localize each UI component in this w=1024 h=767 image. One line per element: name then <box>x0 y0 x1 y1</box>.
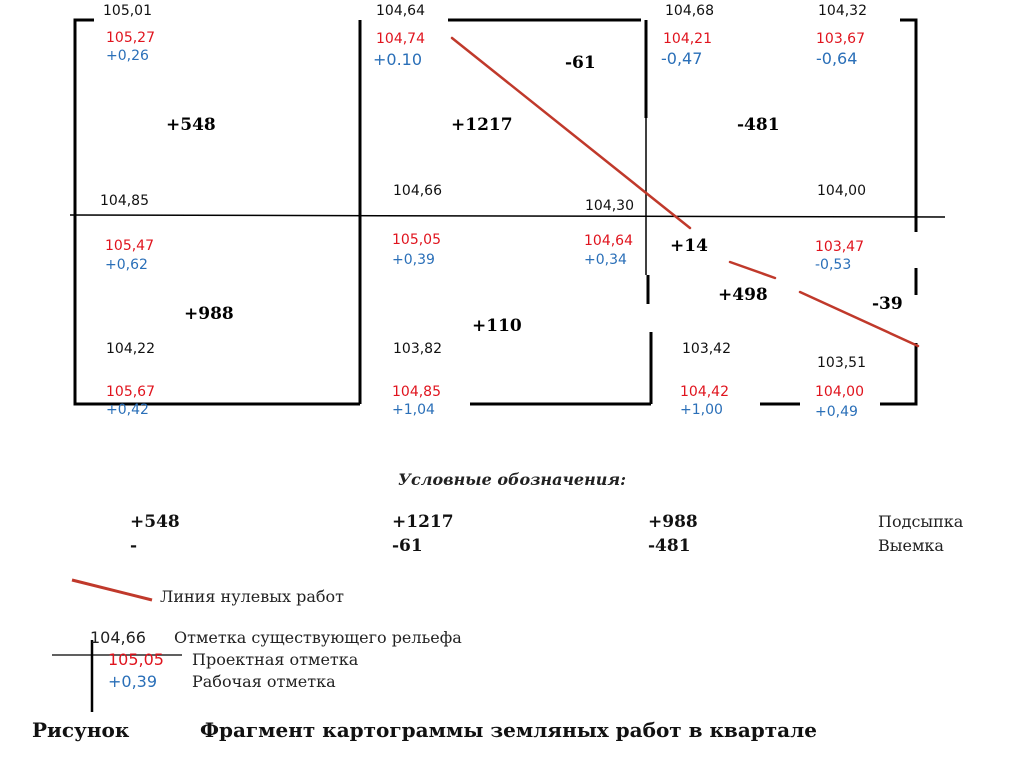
volume-cell-5: +988 <box>184 304 234 324</box>
grid-thin-lines <box>70 115 945 275</box>
node-7-design: 104,64 <box>584 233 633 249</box>
legend-existing-label: Отметка существующего рельефа <box>174 628 462 647</box>
node-3-work: -0,47 <box>661 49 703 68</box>
legend-cut-value-1: - <box>130 536 138 556</box>
legend-design-label: Проектная отметка <box>192 650 359 669</box>
node-8-work: -0,53 <box>815 257 852 273</box>
node-8-design: 103,47 <box>815 239 864 255</box>
left-bracket <box>75 20 94 404</box>
volume-cell-9: -39 <box>872 294 903 314</box>
node-2-design: 104,74 <box>376 31 425 47</box>
node-4-existing: 104,32 <box>818 3 867 19</box>
legend-work-label: Рабочая отметка <box>192 672 336 691</box>
caption-label: Рисунок <box>32 718 130 742</box>
node-10-existing: 103,82 <box>393 341 442 357</box>
node-1-existing: 105,01 <box>103 3 152 19</box>
node-7-work: +0,34 <box>584 252 627 268</box>
zero-line-seg2 <box>730 262 775 278</box>
node-11-design: 104,42 <box>680 384 729 400</box>
node-11-existing: 103,42 <box>682 341 731 357</box>
legend-existing-sample: 104,66 <box>90 628 146 647</box>
node-9-design: 105,67 <box>106 384 155 400</box>
node-9-work: +0,42 <box>106 402 149 418</box>
legend-fill-label: Подсыпка <box>878 512 964 531</box>
node-9-existing: 104,22 <box>106 341 155 357</box>
legend-cut-label: Выемка <box>878 536 944 555</box>
volume-cell-4: -481 <box>737 115 780 135</box>
node-8-existing: 104,00 <box>817 183 866 199</box>
node-10-design: 104,85 <box>392 384 441 400</box>
node-5-existing: 104,85 <box>100 193 149 209</box>
legend-fill-value-3: +988 <box>648 512 698 532</box>
legend-cut-value-3: -481 <box>648 536 691 556</box>
legend-work-sample: +0,39 <box>108 672 158 691</box>
node-3-existing: 104,68 <box>665 3 714 19</box>
node-7-existing: 104,30 <box>585 198 634 214</box>
right-bracket-bottom <box>880 343 916 404</box>
node-6-existing: 104,66 <box>393 183 442 199</box>
volume-cell-3: -61 <box>565 53 596 73</box>
node-5-design: 105,47 <box>105 238 154 254</box>
node-10-work: +1,04 <box>392 402 435 418</box>
node-1-design: 105,27 <box>106 30 155 46</box>
node-4-design: 103,67 <box>816 31 865 47</box>
node-11-work: +1,00 <box>680 402 723 418</box>
volume-cell-8: +498 <box>718 285 768 305</box>
volume-cell-6: +110 <box>472 316 522 336</box>
node-3-design: 104,21 <box>663 31 712 47</box>
volume-cell-1: +548 <box>166 115 216 135</box>
node-2-work: +0.10 <box>373 50 423 69</box>
legend-zero-line-label: Линия нулевых работ <box>160 587 344 606</box>
node-1-work: +0,26 <box>106 48 149 64</box>
grid-borders <box>75 20 916 404</box>
node-12-existing: 103,51 <box>817 355 866 371</box>
right-bracket-top <box>900 20 916 232</box>
legend-design-sample: 105,05 <box>108 650 164 669</box>
grid-line-horizontal <box>70 215 945 217</box>
node-6-design: 105,05 <box>392 232 441 248</box>
legend-zero-line-sample <box>72 580 152 600</box>
legend-heading: Условные обозначения: <box>398 470 627 489</box>
volume-cell-2: +1217 <box>451 115 513 135</box>
node-12-work: +0,49 <box>815 404 858 420</box>
node-2-existing: 104,64 <box>376 3 425 19</box>
legend-cut-value-2: -61 <box>392 536 423 556</box>
node-4-work: -0,64 <box>816 49 858 68</box>
legend-fill-value-1: +548 <box>130 512 180 532</box>
node-6-work: +0,39 <box>392 252 435 268</box>
legend-fill-value-2: +1217 <box>392 512 454 532</box>
volume-cell-7: +14 <box>670 236 708 256</box>
caption-text: Фрагмент картограммы земляных работ в квартале <box>200 718 817 742</box>
node-12-design: 104,00 <box>815 384 864 400</box>
node-5-work: +0,62 <box>105 257 148 273</box>
